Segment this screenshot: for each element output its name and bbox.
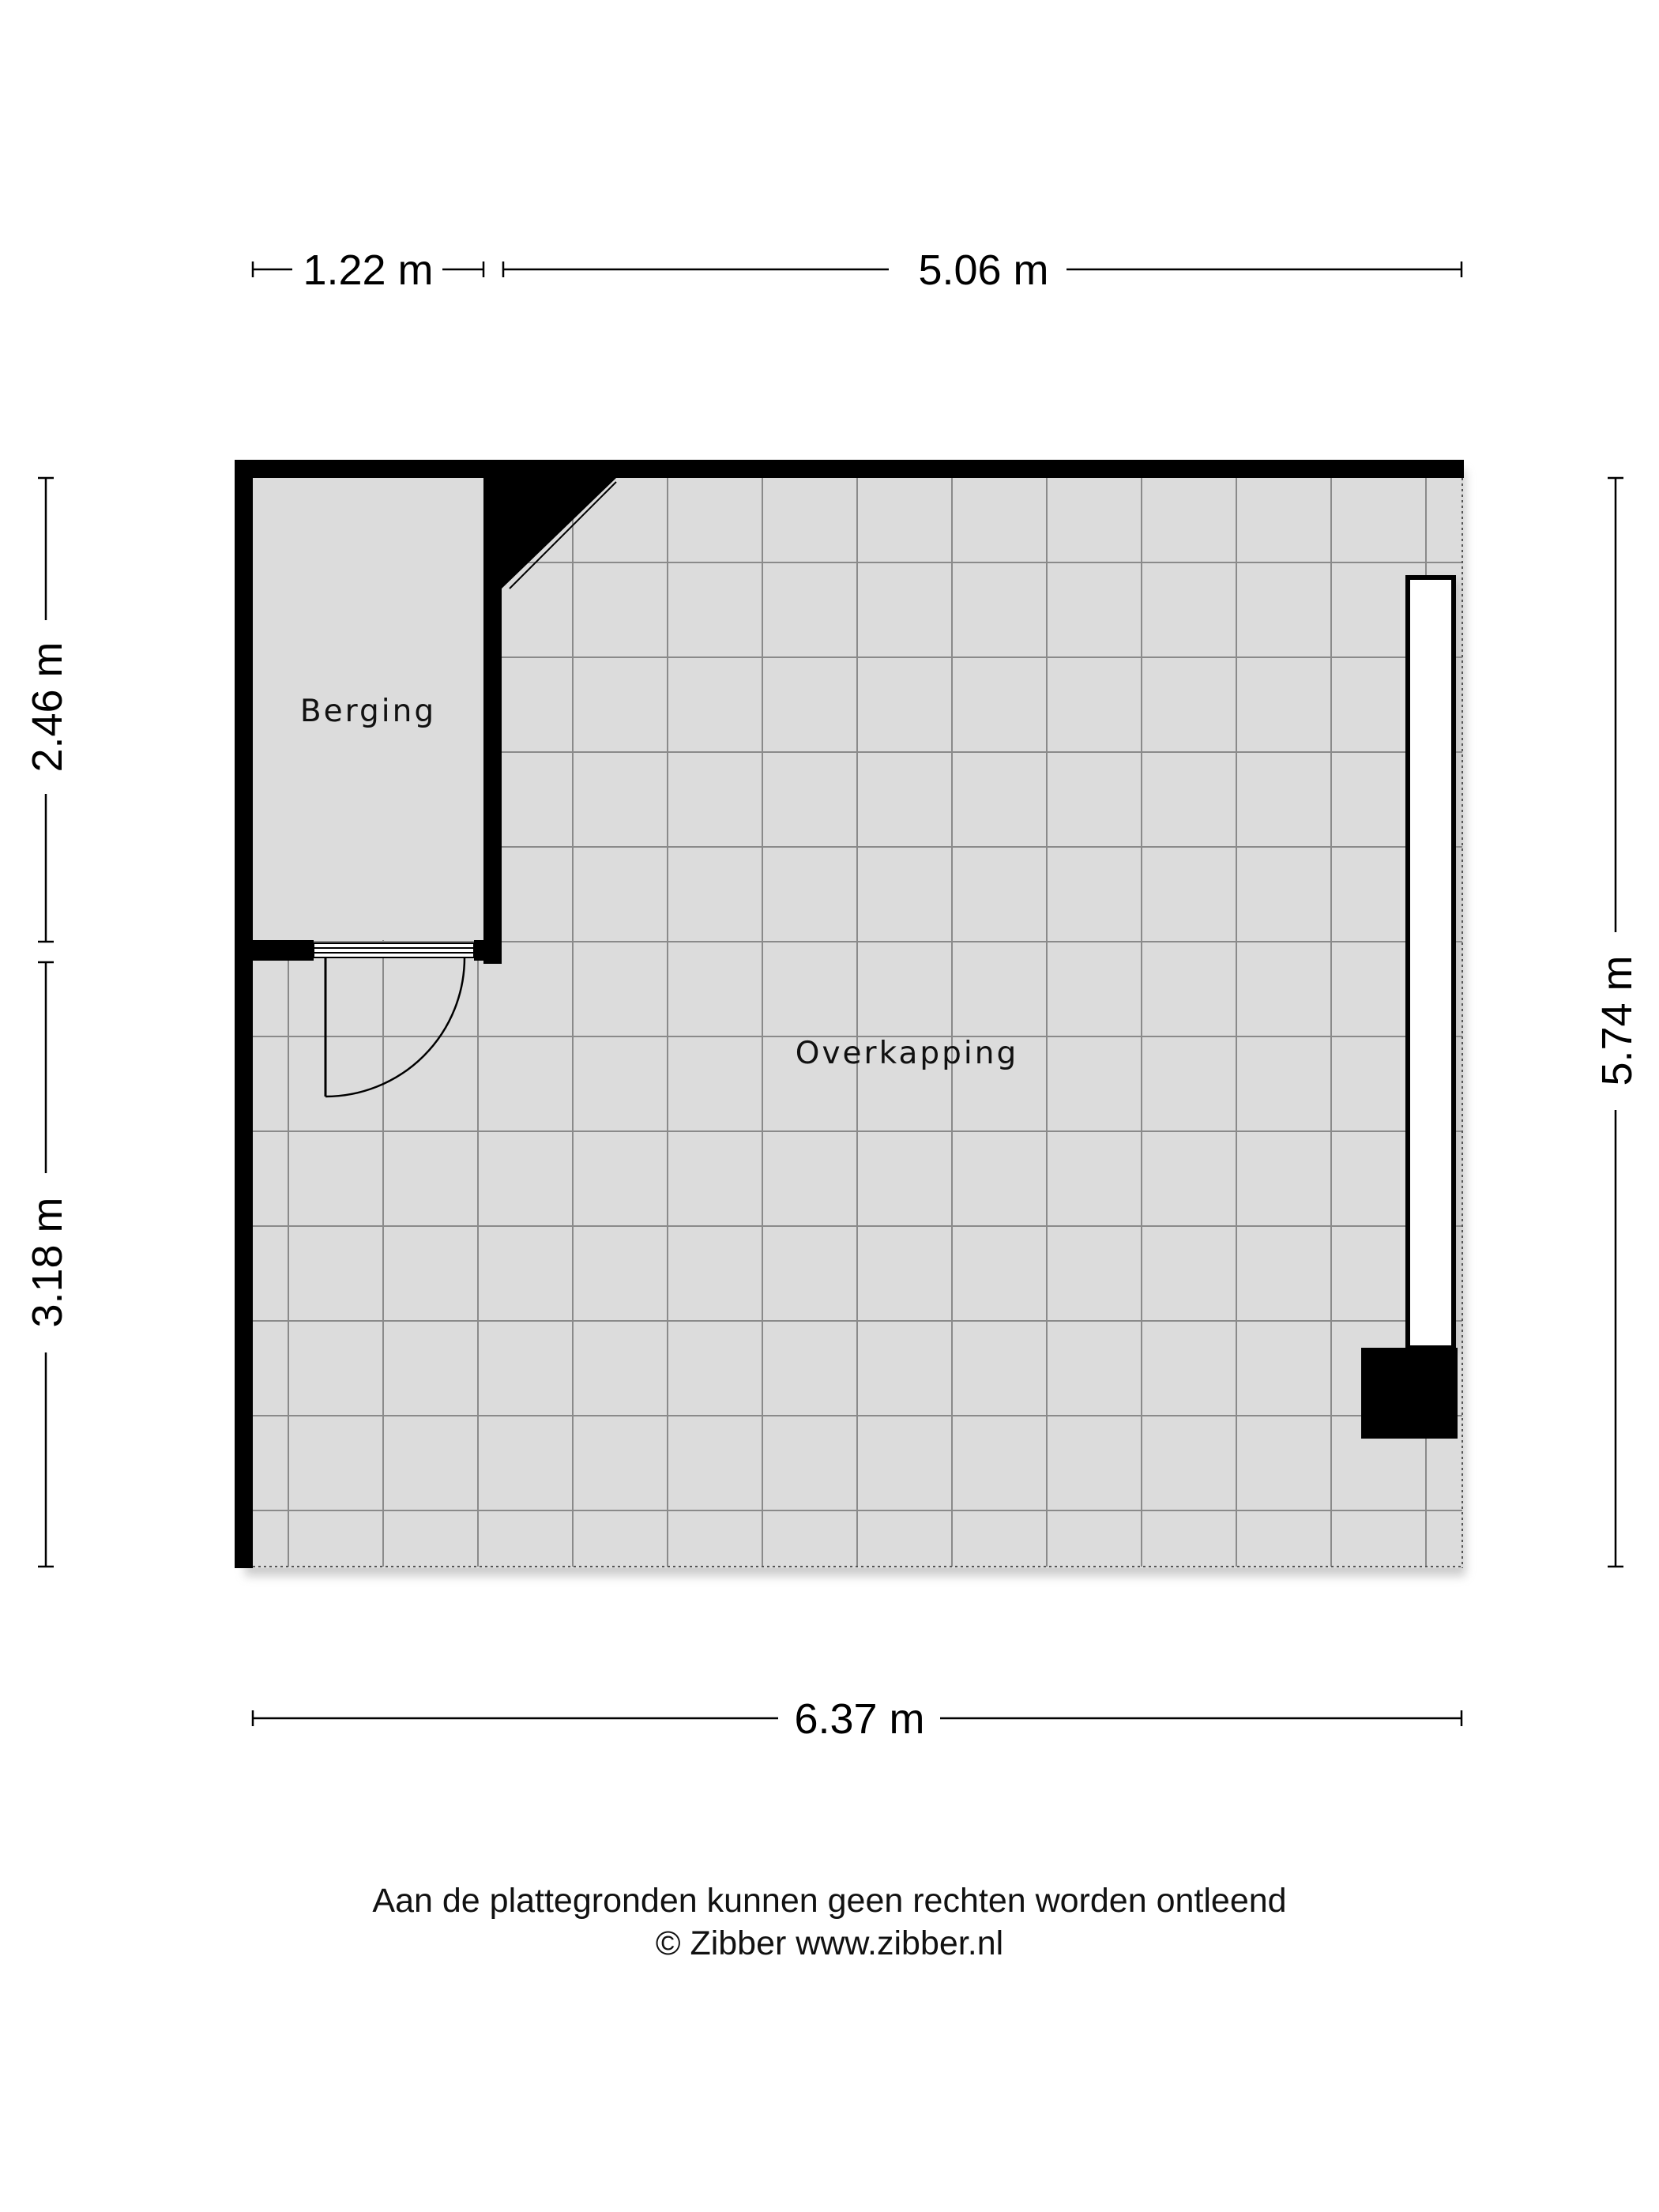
dimension-left (38, 478, 54, 1567)
top-wall (235, 460, 1464, 478)
left-wall (235, 460, 253, 1568)
long-bench (1408, 577, 1454, 1348)
block-element (1361, 1348, 1458, 1439)
room-label-overkapping: Overkapping (795, 1036, 1019, 1071)
room-label-berging: Berging (299, 694, 437, 729)
footer-copyright: © Zibber www.zibber.nl (655, 1924, 1004, 1962)
storage-bottom-wall-left (235, 940, 314, 961)
dim-label-bottom: 6.37 m (794, 1695, 925, 1743)
footer-disclaimer: Aan de plattegronden kunnen geen rechten worden ontleend (372, 1882, 1287, 1920)
dim-label-left-upper: 2.46 m (24, 641, 71, 773)
storage-right-wall (483, 460, 502, 964)
dim-label-right: 5.74 m (1593, 955, 1641, 1086)
dimension-top (253, 261, 1462, 277)
dim-label-left-lower: 3.18 m (24, 1197, 71, 1328)
dim-label-top-left: 1.22 m (303, 246, 434, 294)
storage-bottom-wall-right (474, 940, 502, 961)
dim-label-top-right: 5.06 m (918, 246, 1049, 294)
